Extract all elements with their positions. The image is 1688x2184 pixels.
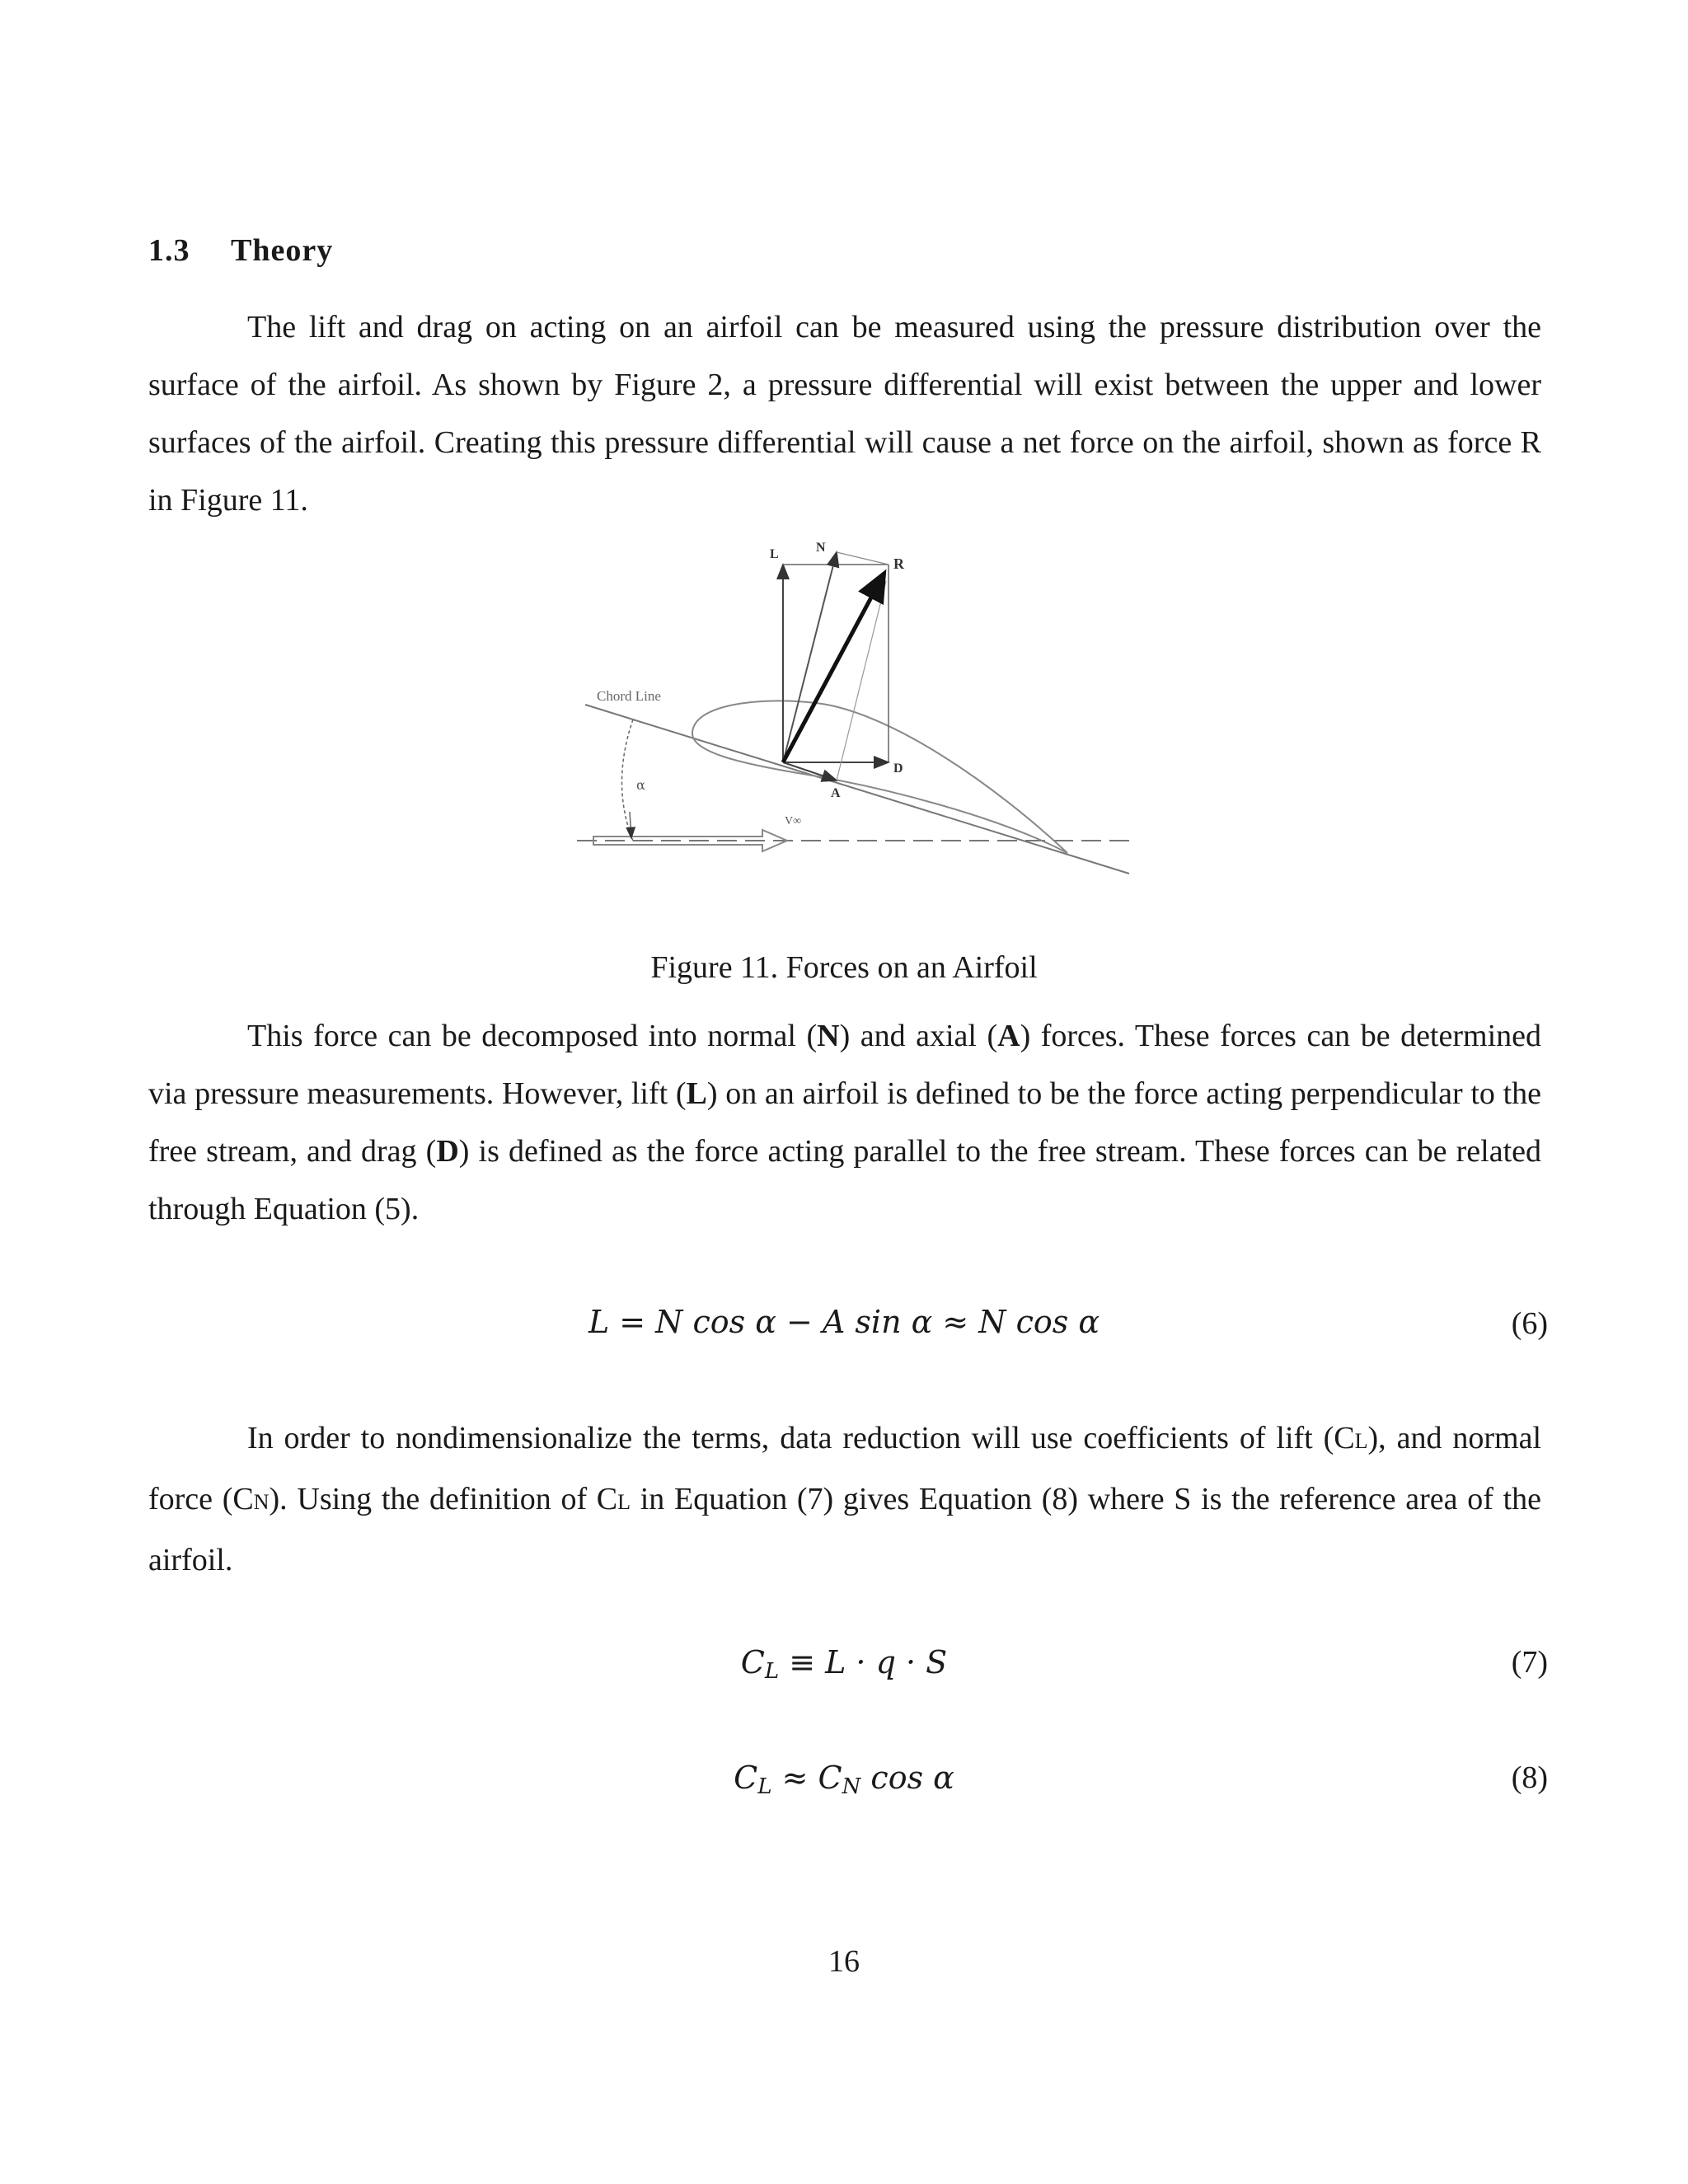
eq8-lhs: C [734, 1760, 758, 1796]
label-chord-line: Chord Line [597, 688, 661, 704]
alpha-arc [622, 719, 634, 841]
eq8-subscript-N: N [842, 1774, 861, 1799]
equation-6: L = N cos α − A sin α ≈ N cos α [588, 1304, 1100, 1340]
bold-A: A [997, 1019, 1020, 1053]
text-run: ) on an airfoil is defined to be the force acting perpendicular to the free stream, and drag ( [148, 1076, 1542, 1169]
text-run: ) forces. These forces can be determined via pressure measurements. However, lift ( [148, 1019, 1541, 1111]
bold-D: D [436, 1134, 459, 1169]
equation-7 [0, 1644, 1688, 1684]
text-run: This force can be decomposed into normal ( [247, 1019, 818, 1053]
bold-L: L [686, 1076, 707, 1111]
equation-6-number: (6) [1511, 1306, 1548, 1341]
eq8-rhs: cos α [860, 1760, 954, 1796]
equation-8 [0, 1760, 1688, 1799]
eq7-lhs: C [740, 1644, 765, 1680]
text-run: In order to nondimensionalize the terms, data reduction will use coefficients of lift (C [247, 1421, 1355, 1455]
subscript-N: N [253, 1490, 270, 1514]
page-number: 16 [828, 1944, 860, 1979]
label-L: L [770, 547, 779, 561]
figure-caption: Figure 11. Forces on an Airfoil [650, 950, 1038, 985]
R-vector [783, 573, 884, 762]
label-R: R [893, 555, 904, 572]
N-vector [783, 552, 837, 762]
subscript-L: L [617, 1490, 631, 1514]
bold-N: N [817, 1019, 840, 1053]
section-heading [148, 232, 333, 269]
equation-8-number: (8) [1511, 1760, 1548, 1795]
text-run: in Equation (7) gives Equation (8) where S is the reference area of the airfoil. [148, 1482, 1541, 1577]
label-A: A [831, 786, 841, 800]
label-N: N [816, 541, 826, 555]
eq8-mid: ≈ C [771, 1760, 842, 1796]
paragraph-intro: The lift and drag on acting on an airfoil can be measured using the pressure distribution over the surface of the airfoil. As shown by Figure 2, a pressure differential will exist between the upper and lower surfaces of the airfoil. Creating this pressure differential will cause a net force on the airfoil, shown as force R in Figure 11. [148, 310, 1541, 518]
text-run: ) and axial ( [839, 1019, 998, 1053]
projection-line [837, 552, 889, 565]
airfoil-shape [692, 701, 1067, 853]
paragraph-decomposition [148, 1007, 1541, 1238]
section-title: Theory [231, 233, 334, 268]
label-D: D [893, 762, 903, 776]
projection-line-2 [837, 581, 886, 780]
section-number: 1.3 [148, 233, 190, 268]
label-alpha: α [636, 777, 645, 793]
eq7-rhs: ≡ L · q · S [779, 1644, 948, 1680]
eq7-subscript: L [764, 1659, 780, 1684]
text-run: ). Using the definition of C [269, 1482, 618, 1516]
text-run: ) is defined as the force acting parallel to the free stream. These forces can be related through Equation (5). [148, 1134, 1541, 1226]
subscript-L: L [1354, 1429, 1368, 1453]
text-run: ), and normal force (C [148, 1421, 1541, 1516]
equation-7-number: (7) [1511, 1645, 1548, 1680]
airfoil-forces-figure [569, 540, 1146, 886]
eq8-subscript: L [757, 1774, 772, 1799]
chord-line [585, 705, 1129, 874]
paragraph-coefficients [148, 1409, 1541, 1589]
label-v-inf: V∞ [785, 815, 802, 827]
